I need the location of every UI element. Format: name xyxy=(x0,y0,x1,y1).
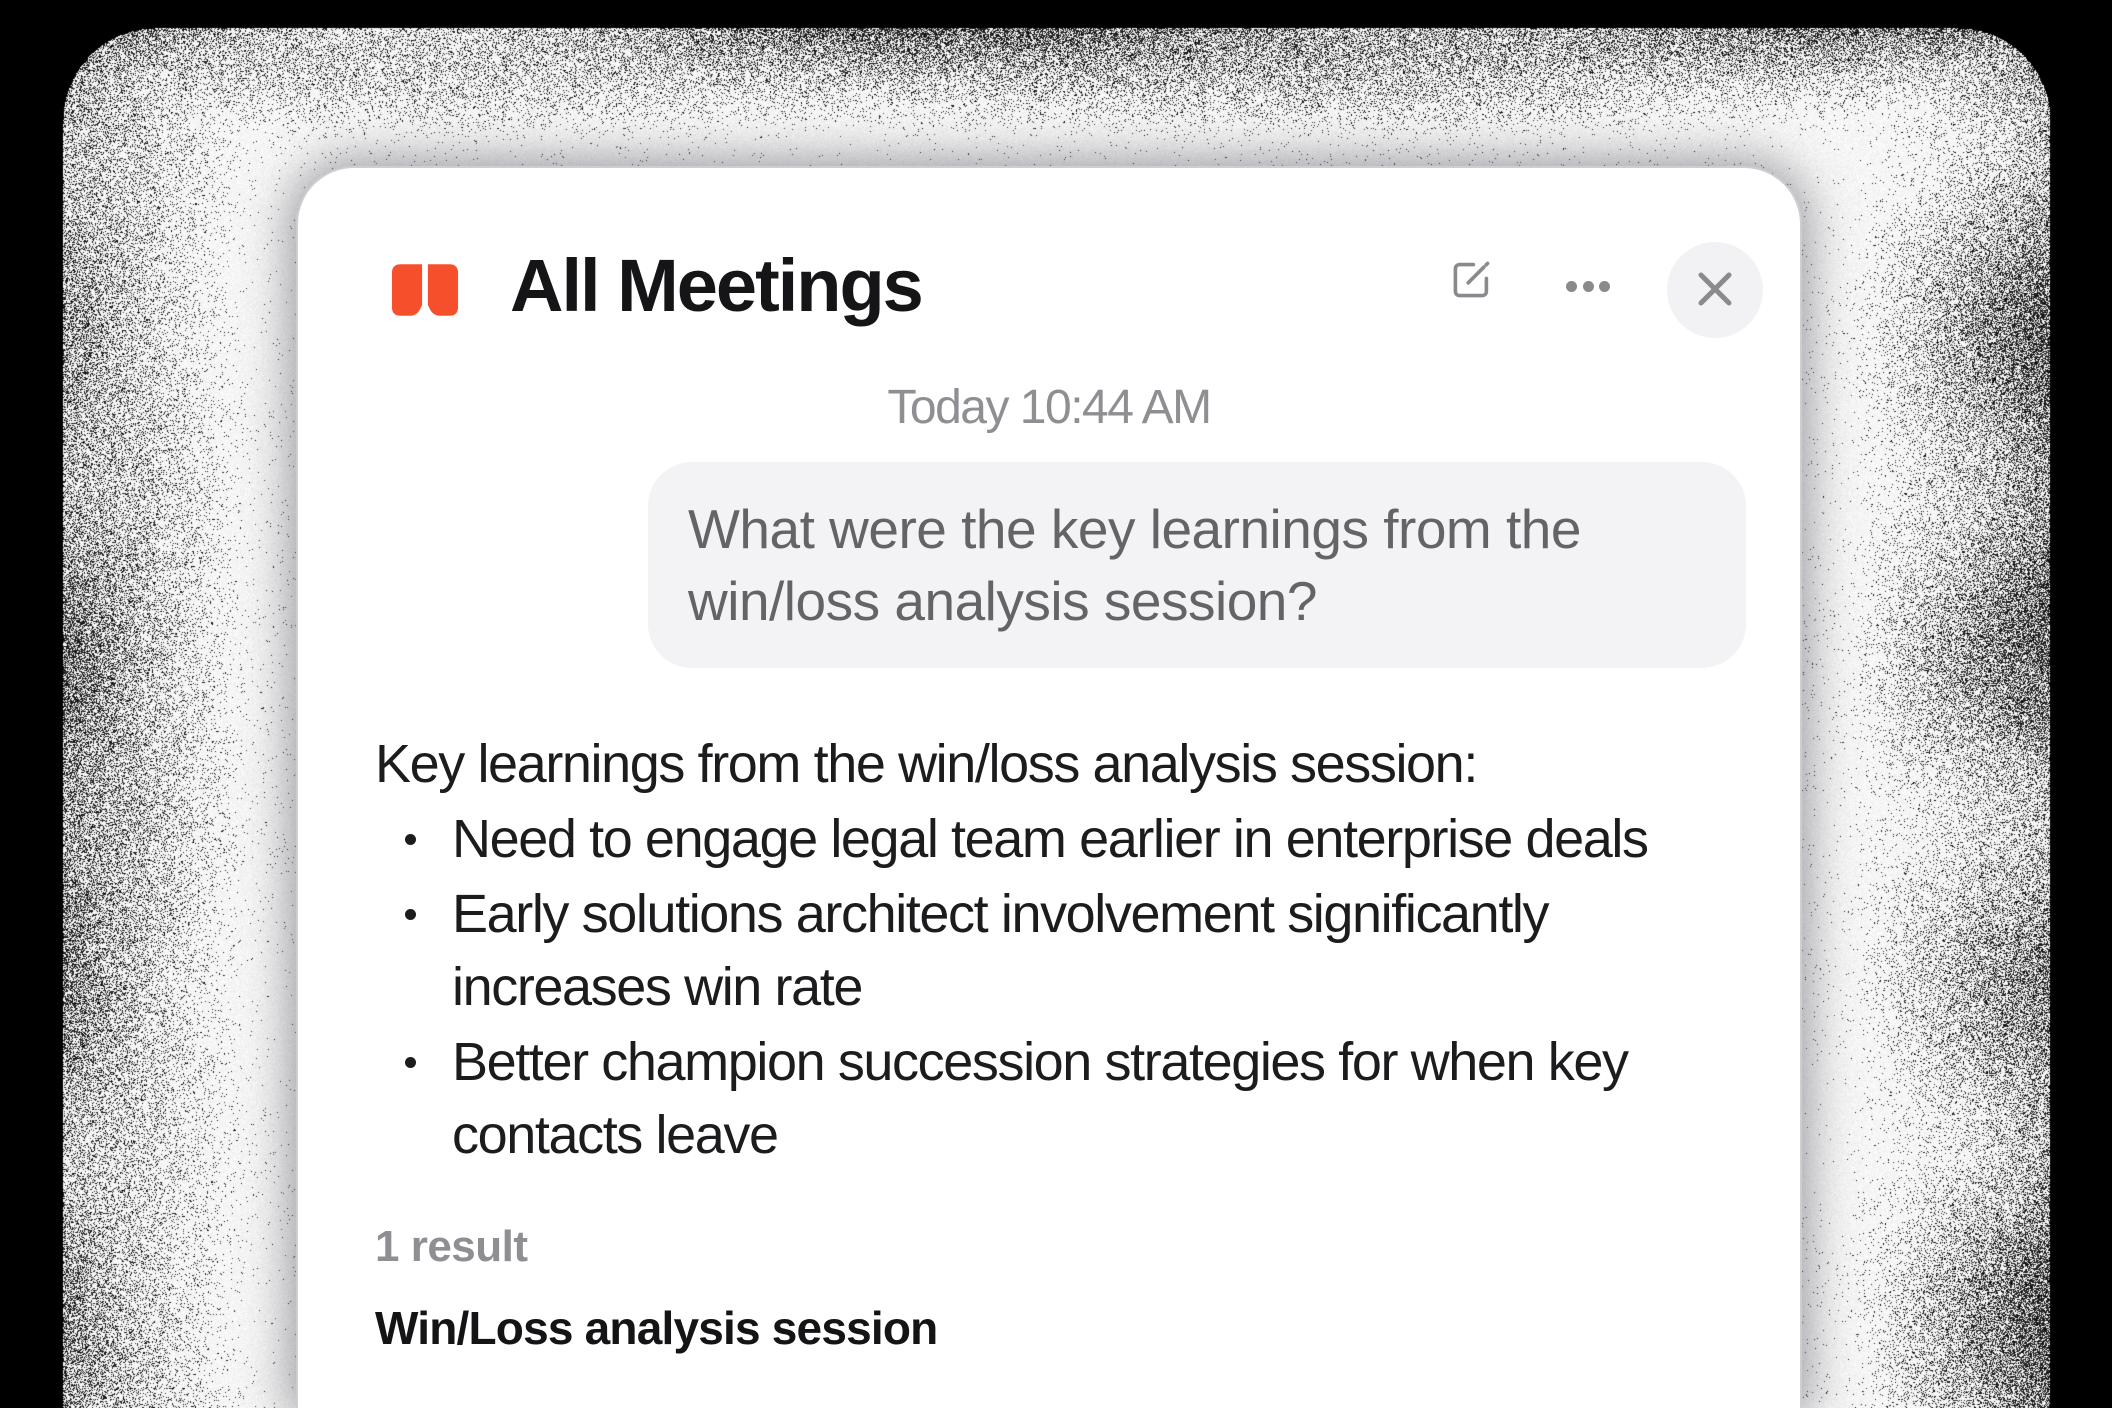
result-count-label: 1 result xyxy=(375,1222,528,1271)
bullet-line: Need to engage legal team earlier in enterprise deals xyxy=(452,809,1648,869)
ellipsis-icon xyxy=(1583,281,1594,292)
compose-icon xyxy=(1447,292,1495,307)
ellipsis-icon xyxy=(1566,281,1577,292)
ellipsis-icon xyxy=(1599,281,1610,292)
bullet-line: increases win rate xyxy=(452,957,862,1017)
more-options-button[interactable] xyxy=(1566,275,1610,297)
list-item xyxy=(375,878,1743,1024)
user-message-line: win/loss analysis session? xyxy=(688,570,1317,632)
timestamp: Today 10:44 AM xyxy=(887,381,1211,434)
close-button[interactable] xyxy=(1667,242,1763,338)
user-message-line: What were the key learnings from the xyxy=(688,498,1581,560)
bullet-icon xyxy=(405,834,416,845)
chat-panel xyxy=(298,168,1800,1408)
assistant-answer xyxy=(375,728,1743,1172)
bullet-icon xyxy=(405,909,416,920)
user-message-bubble xyxy=(648,462,1746,668)
bullet-icon xyxy=(405,1057,416,1068)
answer-intro: Key learnings from the win/loss analysis session: xyxy=(375,734,1477,794)
close-icon xyxy=(1693,267,1737,314)
list-item xyxy=(375,1026,1743,1172)
bullet-line: contacts leave xyxy=(452,1105,778,1165)
result-link[interactable]: Win/Loss analysis session xyxy=(375,1302,938,1354)
panel-title: All Meetings xyxy=(510,244,922,327)
bullet-line: Early solutions architect involvement significantly xyxy=(452,884,1549,944)
bullet-line: Better champion succession strategies for when key xyxy=(452,1032,1628,1092)
open-book-icon xyxy=(390,263,460,320)
list-item xyxy=(375,803,1743,876)
compose-button[interactable] xyxy=(1447,256,1495,304)
